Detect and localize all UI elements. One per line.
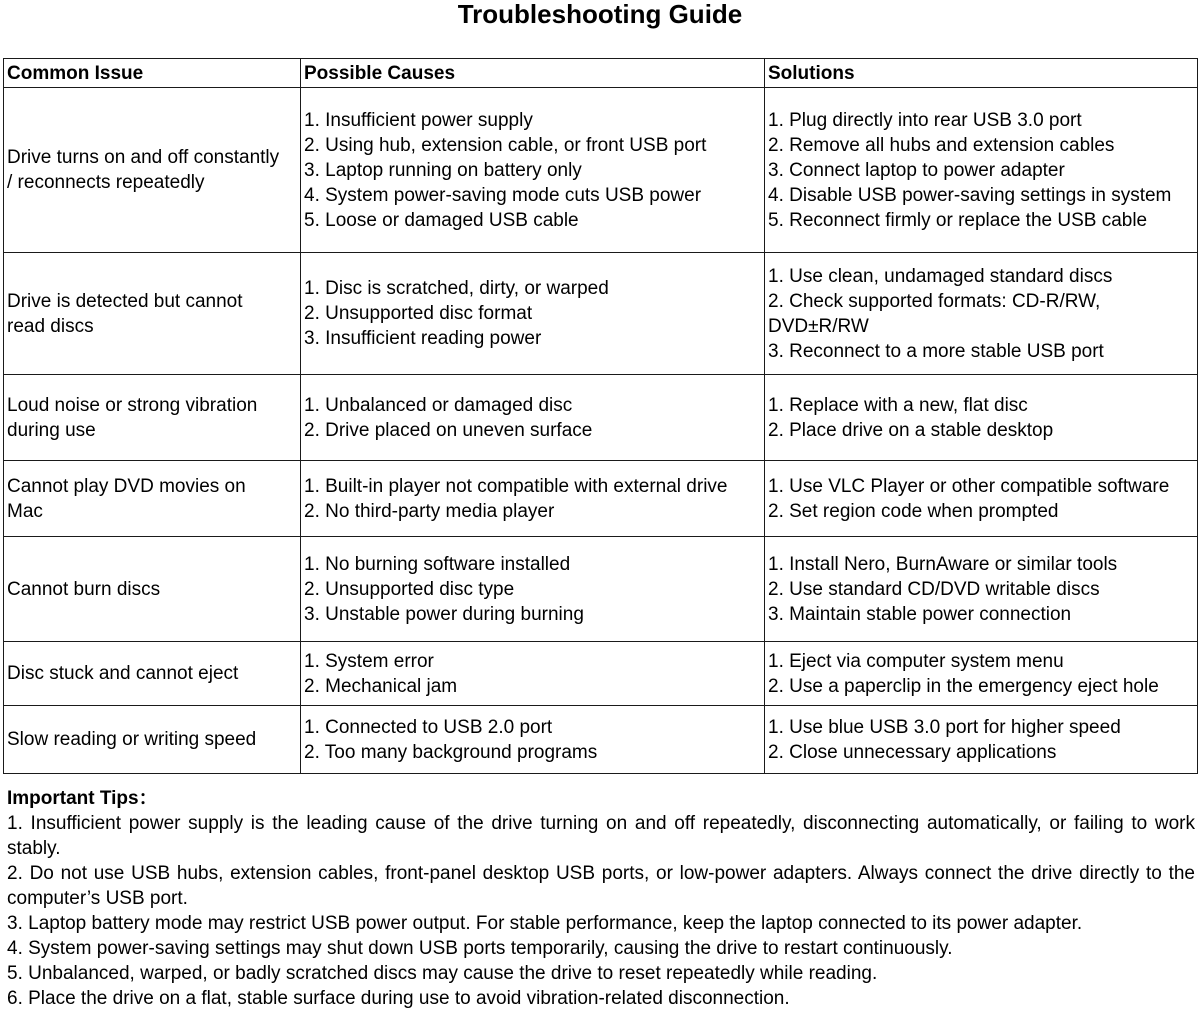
table-row [4,461,1198,537]
issue-cell [4,375,301,461]
page-title: Troubleshooting Guide [457,0,743,29]
solutions-cell [765,706,1198,774]
table-row [4,642,1198,706]
causes-cell-line: 1. Unbalanced or damaged disc [304,394,573,416]
solutions-cell-line: 3. Reconnect to a more stable USB port [768,340,1104,362]
solutions-cell-line: 1. Use clean, undamaged standard discs [768,265,1113,287]
causes-cell [301,642,765,706]
causes-cell-line: 1. Built-in player not compatible with external drive [304,475,728,497]
causes-cell-line: 3. Insufficient reading power [304,328,542,349]
issue-cell [4,706,301,774]
causes-cell-line: 2. Unsupported disc type [304,578,515,600]
issue-cell [4,642,301,706]
issue-cell-line: Cannot play DVD movies on [7,475,246,497]
tip-item: 4. System power-saving settings may shut down USB ports temporarily, causing the drive to restart continuously. [7,938,953,959]
solutions-cell-line: 2. Close unnecessary applications [768,741,1057,763]
solutions-cell [765,88,1198,253]
causes-cell-line: 2. Mechanical jam [304,675,458,697]
causes-cell-line: 2. Drive placed on uneven surface [304,419,593,441]
causes-cell-line: 2. No third-party media player [304,500,555,522]
table-row [4,253,1198,375]
solutions-cell-line: 1. Plug directly into rear USB 3.0 port [768,109,1082,131]
tip-item: 3. Laptop battery mode may restrict USB power output. For stable performance, keep the laptop connected to its power adapter. [7,913,1083,934]
solutions-cell [765,375,1198,461]
tip-item: 1. Insufficient power supply is the leading cause of the drive turning on and off repeatedly, disconnecting automatically, or failing to work stably. [7,813,1195,859]
issue-cell-line: read discs [7,315,94,337]
solutions-cell-line: 3. Connect laptop to power adapter [768,159,1065,181]
causes-cell [301,461,765,537]
causes-cell [301,706,765,774]
solutions-cell-line: 1. Use VLC Player or other compatible software [768,475,1170,497]
issue-cell-line: Drive turns on and off constantly [7,147,280,168]
causes-cell-line: 1. System error [304,650,434,672]
causes-cell-line: 4. System power-saving mode cuts USB power [304,184,702,206]
solutions-cell-line: 2. Use a paperclip in the emergency eject hole [768,675,1159,697]
causes-cell-line: 1. No burning software installed [304,553,571,575]
table-body [4,88,1198,774]
header-possible-causes: Possible Causes [301,59,765,88]
causes-cell-line: 1. Disc is scratched, dirty, or warped [304,278,609,299]
solutions-cell [765,537,1198,642]
issue-cell-line: during use [7,419,96,441]
solutions-cell-line: 1. Use blue USB 3.0 port for higher speed [768,716,1121,738]
issue-cell-line: Disc stuck and cannot eject [7,663,239,684]
issue-cell [4,537,301,642]
tip-item: 5. Unbalanced, warped, or badly scratched discs may cause the drive to reset repeatedly while reading. [7,963,878,984]
causes-cell-line: 2. Using hub, extension cable, or front USB port [304,134,707,156]
issue-cell [4,461,301,537]
tips-list [7,811,1195,1011]
solutions-cell-line: 2. Remove all hubs and extension cables [768,134,1115,156]
important-tips [7,786,1195,1011]
troubleshooting-table [3,58,1198,774]
solutions-cell-line: 1. Eject via computer system menu [768,650,1064,672]
tip-item: 2. Do not use USB hubs, extension cables, front-panel desktop USB ports, or low-power adapters. Always connect the drive directly to the computer’s USB port. [7,863,1195,909]
tip-item: 6. Place the drive on a flat, stable surface during use to avoid vibration-related disconnection. [7,988,790,1009]
solutions-cell-line: 2. Use standard CD/DVD writable discs [768,578,1100,600]
solutions-cell-line: 2. Place drive on a stable desktop [768,419,1054,441]
solutions-cell [765,642,1198,706]
causes-cell-line: 2. Too many background programs [304,741,598,763]
causes-cell-line: 5. Loose or damaged USB cable [304,209,579,231]
solutions-cell-line: 2. Set region code when prompted [768,500,1059,522]
issue-cell-line: Slow reading or writing speed [7,729,257,750]
causes-cell [301,375,765,461]
solutions-cell-line: 3. Maintain stable power connection [768,603,1072,625]
table-row [4,88,1198,253]
solutions-cell-line: DVD±R/RW [768,315,869,337]
causes-cell-line: 3. Laptop running on battery only [304,159,582,181]
causes-cell [301,253,765,375]
issue-cell [4,88,301,253]
issue-cell-line: Loud noise or strong vibration [7,394,258,416]
issue-cell-line: Mac [7,500,43,522]
tips-heading: Important Tips： [7,788,158,809]
issue-cell-line: Drive is detected but cannot [7,290,243,312]
header-common-issue: Common Issue [4,59,301,88]
issue-cell-line: / reconnects repeatedly [7,172,205,193]
causes-cell-line: 1. Connected to USB 2.0 port [304,716,553,738]
causes-cell [301,537,765,642]
solutions-cell [765,461,1198,537]
solutions-cell-line: 2. Check supported formats: CD-R/RW, [768,290,1101,312]
causes-cell-line: 2. Unsupported disc format [304,303,533,324]
solutions-cell-line: 5. Reconnect firmly or replace the USB cable [768,209,1148,231]
causes-cell-line: 1. Insufficient power supply [304,109,533,131]
solutions-cell [765,253,1198,375]
table-row [4,375,1198,461]
table-row [4,706,1198,774]
solutions-cell-line: 4. Disable USB power-saving settings in system [768,184,1172,206]
causes-cell-line: 3. Unstable power during burning [304,603,584,625]
issue-cell-line: Cannot burn discs [7,578,161,600]
causes-cell [301,88,765,253]
header-solutions: Solutions [765,59,1198,88]
table-header-row [4,59,1198,88]
solutions-cell-line: 1. Replace with a new, flat disc [768,394,1028,416]
issue-cell [4,253,301,375]
table-row [4,537,1198,642]
solutions-cell-line: 1. Install Nero, BurnAware or similar tools [768,553,1118,575]
